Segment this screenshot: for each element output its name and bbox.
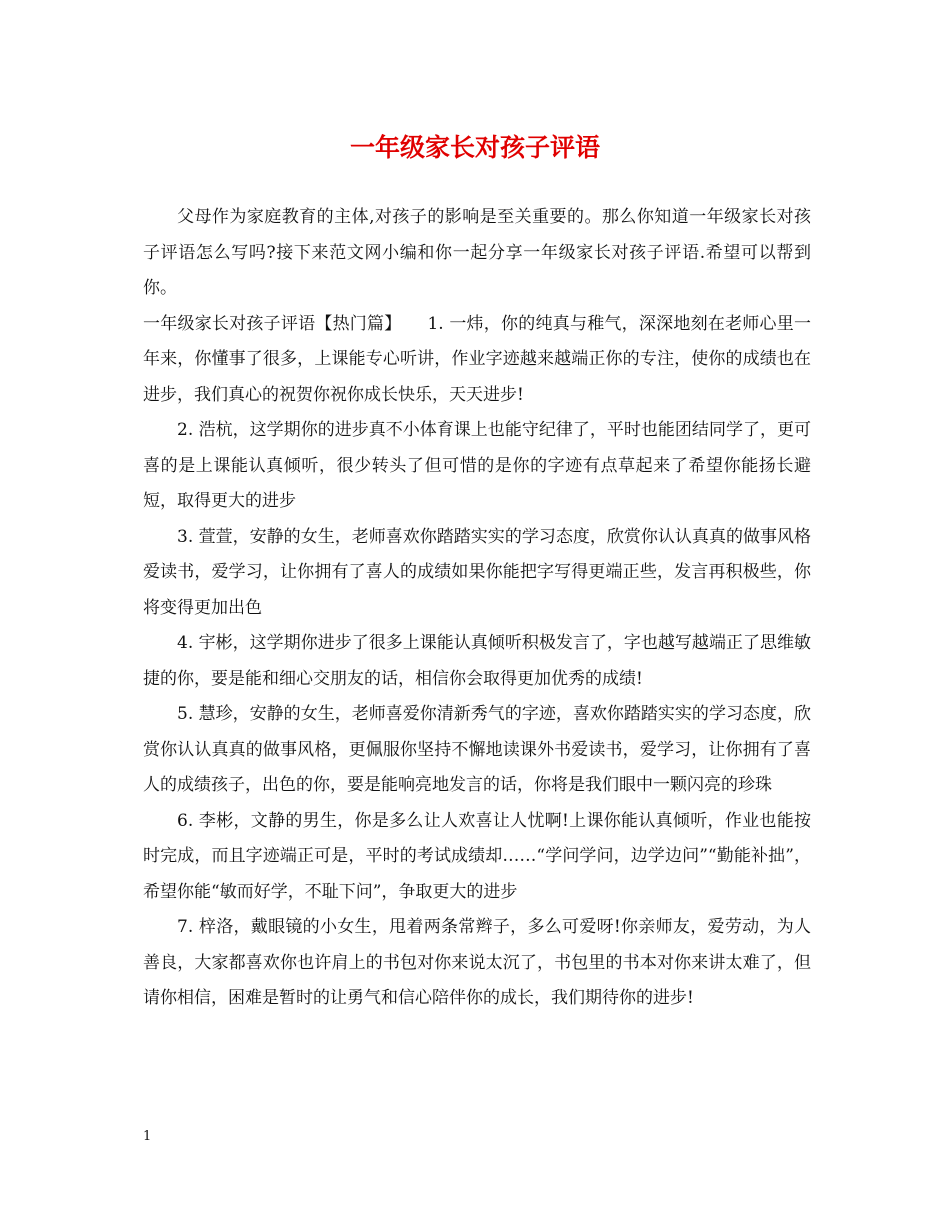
- comment-paragraph-1: 一年级家长对孩子评语【热门篇】 1. 一炜，你的纯真与稚气，深深地刻在老师心里一年来，你懂事了很多，上课能专心听讲，作业字迹越来越端正你的专注，使你的成绩也在进步，我们真心的祝贺你祝你成长快乐，天天进步!: [143, 313, 811, 405]
- comment-paragraph-5: 5. 慧珍，安静的女生，老师喜爱你清新秀气的字迹，喜欢你踏踏实实的学习态度，欣赏你认认真真的做事风格，更佩服你坚持不懈地读课外书爱读书，爱学习，让你拥有了喜人的成绩孩子，出色的你，要是能响亮地发言的话，你将是我们眼中一颗闪亮的珍珠: [143, 704, 811, 795]
- document-title: 一年级家长对孩子评语: [349, 133, 600, 162]
- comment-paragraph-3: 3. 萱萱，安静的女生，老师喜欢你踏踏实实的学习态度，欣赏你认认真真的做事风格爱读书，爱学习，让你拥有了喜人的成绩如果你能把字写得更端正些，发言再积极些，你将变得更加出色: [143, 526, 811, 618]
- document-body: [143, 200, 811, 1017]
- comment-paragraph-6: 6. 李彬，文静的男生，你是多么让人欢喜让人忧啊!上课你能认真倾听，作业也能按时完成，而且字迹端正可是，平时的考试成绩却……“学问学问，边学边问”“勤能补拙”，希望你能“敏而好学，不耻下问”，争取更大的进步: [143, 810, 811, 902]
- intro-paragraph: 父母作为家庭教育的主体,对孩子的影响是至关重要的。那么你知道一年级家长对孩子评语怎么写吗?接下来范文网小编和你一起分享一年级家长对孩子评语.希望可以帮到你。: [143, 207, 811, 298]
- comment-paragraph-2: 2. 浩杭，这学期你的进步真不小体育课上也能守纪律了，平时也能团结同学了，更可喜的是上课能认真倾听，很少转头了但可惜的是你的字迹有点草起来了希望你能扬长避短，取得更大的进步: [143, 420, 811, 511]
- page-number: 1: [143, 1129, 152, 1144]
- comment-paragraph-7: 7. 梓洛，戴眼镜的小女生，甩着两条常辫子，多么可爱呀!你亲师友，爱劳动，为人善良，大家都喜欢你也许肩上的书包对你来说太沉了，书包里的书本对你来讲太难了，但请你相信，困难是暂时的让勇气和信心陪伴你的成长，我们期待你的进步!: [143, 917, 811, 1008]
- comment-paragraph-4: 4. 宇彬，这学期你进步了很多上课能认真倾听积极发言了，字也越写越端正了思维敏捷的你，要是能和细心交朋友的话，相信你会取得更加优秀的成绩!: [143, 633, 811, 689]
